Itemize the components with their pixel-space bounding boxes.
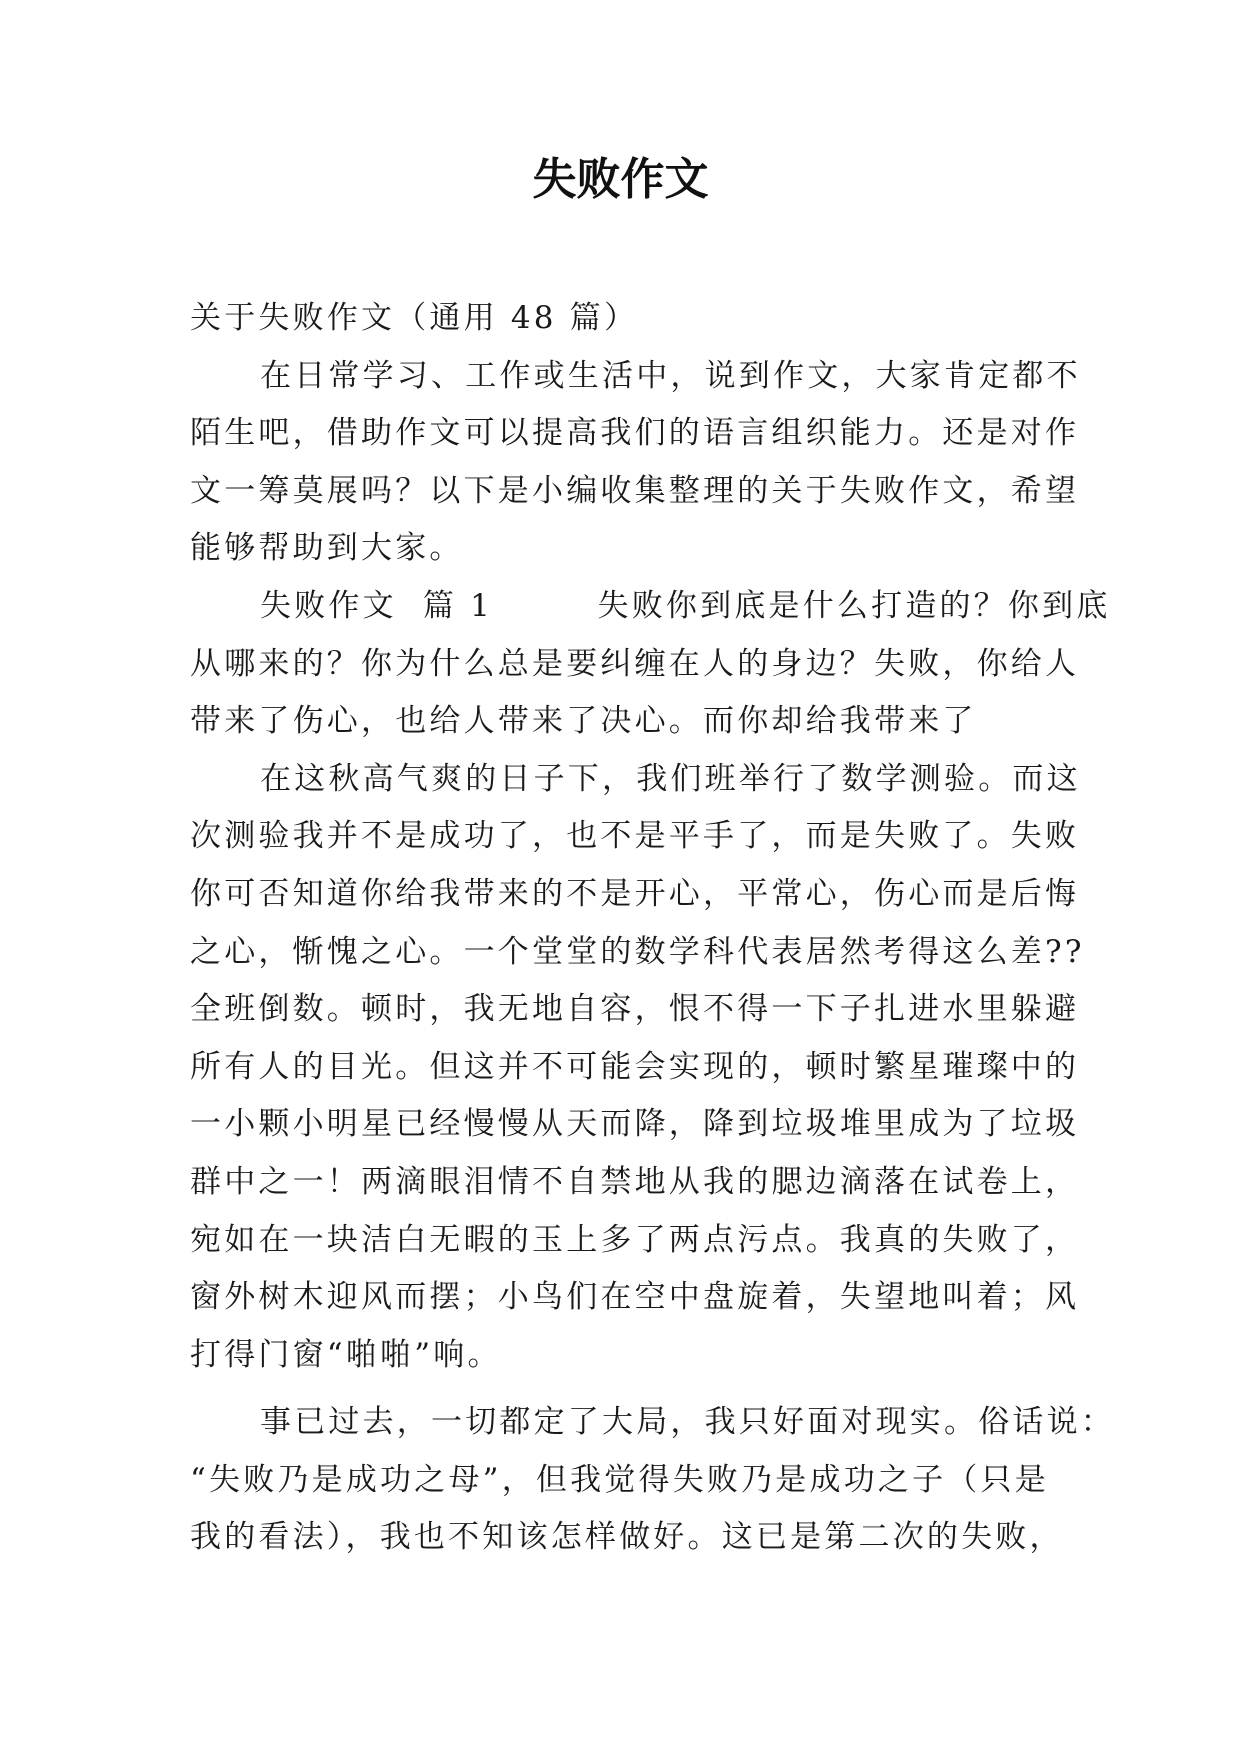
paragraph-line: 之心，惭愧之心。一个堂堂的数学科代表居然考得这么差??	[190, 933, 1085, 970]
intro-paragraph-line: 陌生吧，借助作文可以提高我们的语言组织能力。还是对作	[190, 415, 1080, 452]
document-body	[190, 290, 1115, 1567]
paragraph-line: 事已过去，一切都定了大局，我只好面对现实。俗话说：	[260, 1404, 1115, 1441]
essay-heading-line: 失败作文 篇 1 失败你到底是什么打造的？你到底	[260, 587, 1111, 624]
paragraph-line: 一小颗小明星已经慢慢从天而降，降到垃圾堆里成为了垃圾	[190, 1106, 1080, 1143]
paragraph-line: 从哪来的？你为什么总是要纠缠在人的身边？失败，你给人	[190, 645, 1080, 682]
paragraph-line: “失败乃是成功之母”，但我觉得失败乃是成功之子（只是	[190, 1461, 1049, 1498]
paragraph-line: 宛如在一块洁白无暇的玉上多了两点污点。我真的失败了，	[190, 1221, 1080, 1258]
paragraph-line: 群中之一！两滴眼泪情不自禁地从我的腮边滴落在试卷上，	[190, 1163, 1080, 1200]
intro-paragraph-line: 在日常学习、工作或生活中，说到作文，大家肯定都不	[260, 357, 1081, 394]
paragraph-line: 在这秋高气爽的日子下，我们班举行了数学测验。而这	[260, 760, 1081, 797]
paragraph-line: 打得门窗“啪啪”响。	[190, 1336, 502, 1373]
document-title: 失败作文	[532, 154, 709, 205]
paragraph-line: 所有人的目光。但这并不可能会实现的，顿时繁星璀璨中的	[190, 1048, 1080, 1085]
paragraph-line: 带来了伤心，也给人带来了决心。而你却给我带来了	[190, 703, 977, 740]
paragraph-line: 全班倒数。顿时，我无地自容，恨不得一下子扎进水里躲避	[190, 991, 1080, 1028]
paragraph-line: 次测验我并不是成功了，也不是平手了，而是失败了。失败	[190, 818, 1080, 855]
paragraph-line: 我的看法），我也不知该怎样做好。这已是第二次的失败，	[190, 1519, 1064, 1556]
intro-paragraph-line: 能够帮助到大家。	[190, 530, 464, 567]
intro-paragraph-line: 文一筹莫展吗？以下是小编收集整理的关于失败作文，希望	[190, 472, 1080, 509]
paragraph-line: 窗外树木迎风而摆；小鸟们在空中盘旋着，失望地叫着；风	[190, 1279, 1080, 1316]
paragraph-line: 你可否知道你给我带来的不是开心，平常心，伤心而是后悔	[190, 875, 1080, 912]
subtitle-line: 关于失败作文（通用 48 篇）	[190, 300, 639, 336]
